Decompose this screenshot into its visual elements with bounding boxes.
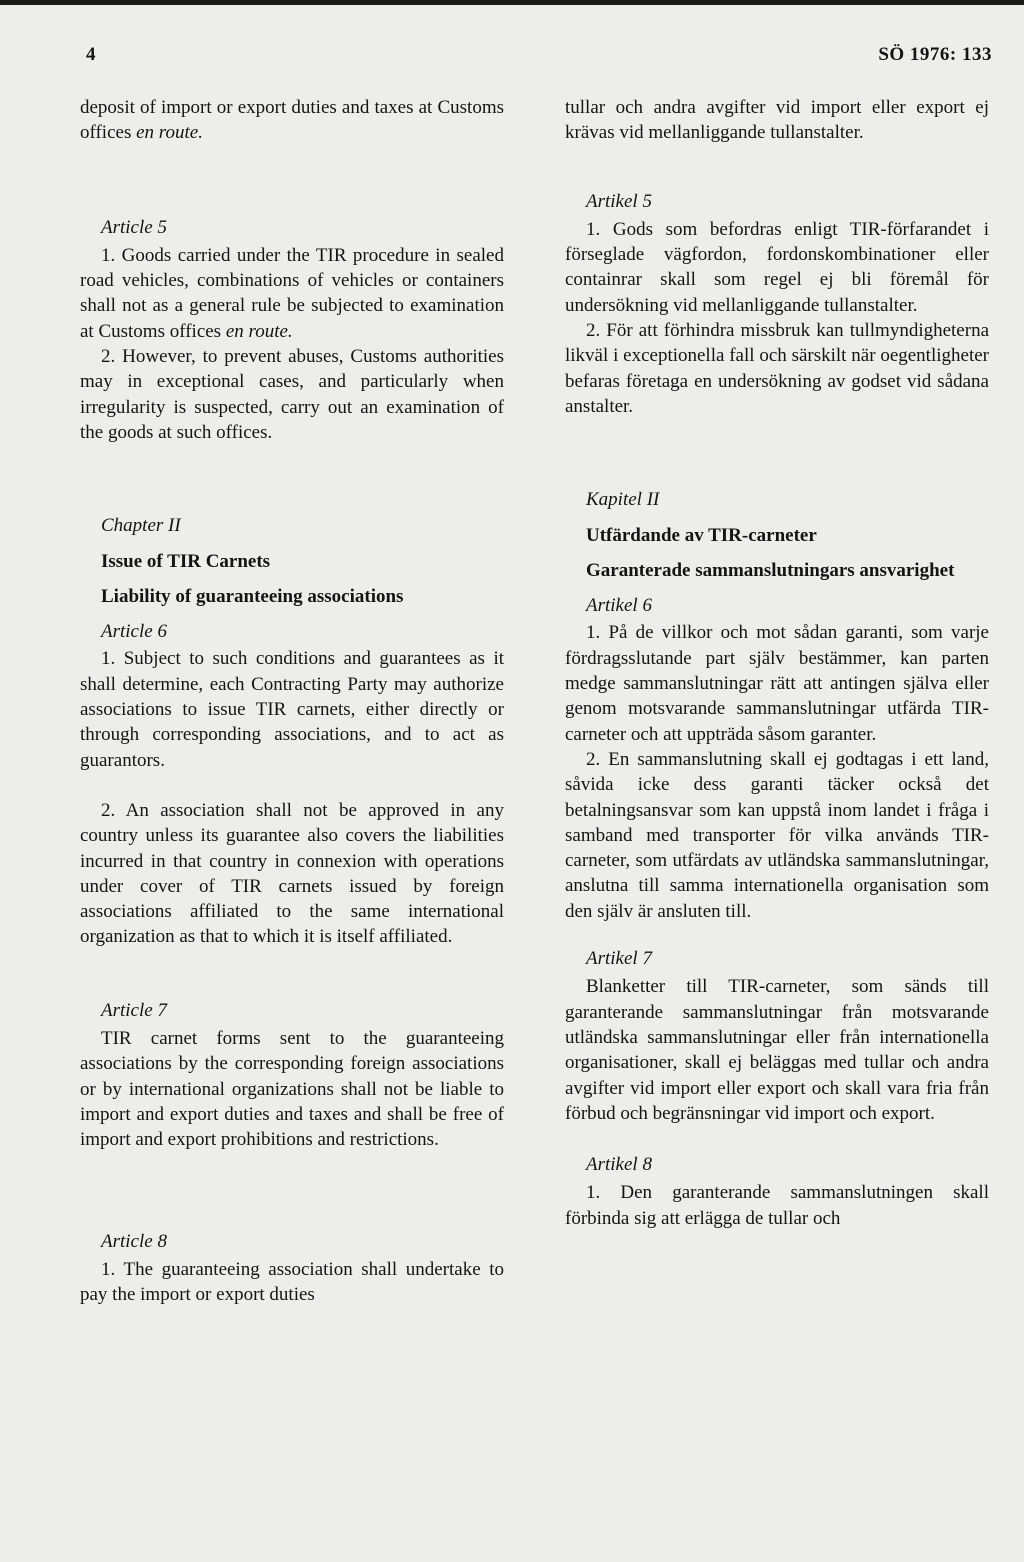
sv-chapter-title-2: Garanterade sammanslutningars ansvarighet: [586, 559, 955, 581]
sv-intro-paragraph: tullar och andra avgifter vid import eller export ej krävas vid mellanliggande tullanstalter.: [565, 97, 989, 144]
sv-article6-paragraph2: 2. En sammanslutning skall ej godtagas i ett land, såvida icke dess garanti täcker också det betalningsansvar som kan uppstå inom landet i fråga i samband med transporter för vilka används TIR-carneter, som utfärdats av utländska sammanslutningar, anslutna till samma internationella organisation som den själv är ansluten till.: [565, 748, 989, 922]
en-article5-p1-text: 1. Goods carried under the TIR procedure in sealed road vehicles, combinations of vehicles or containers shall not as a general rule be subjected to examination at Customs offices: [80, 244, 504, 342]
en-article6-heading: Article 6: [101, 621, 167, 643]
sv-article8-heading: Artikel 8: [586, 1154, 652, 1176]
en-article5-paragraph1: [80, 243, 504, 344]
sv-article5-heading: Artikel 5: [586, 190, 652, 212]
sv-article7-heading: Artikel 7: [586, 948, 652, 970]
en-article7-paragraph1: TIR carnet forms sent to the guaranteeing associations by the corresponding foreign associations or by international organizations shall not be liable to import and export duties and taxes and shall be free of import and export prohibitions and restrictions.: [80, 1028, 504, 1151]
sv-article5-paragraph2: 2. För att förhindra missbruk kan tullmyndigheterna likväl i exceptionella fall och särskilt när oegentligheter befaras företaga en undersökning av godset vid sådana anstalter.: [565, 320, 989, 417]
en-article5-p1-italic: en route.: [225, 320, 293, 342]
en-intro-italic: en route.: [136, 122, 203, 144]
sv-article8-paragraph1: 1. Den garanterande sammanslutningen skall förbinda sig att erlägga de tullar och: [565, 1182, 989, 1229]
sv-article6-heading: Artikel 6: [586, 595, 652, 617]
en-chapter-title-1: Issue of TIR Carnets: [101, 550, 271, 572]
english-column: [80, 95, 504, 1307]
top-rule: [0, 0, 1024, 5]
sv-article5-paragraph1: 1. Gods som befordras enligt TIR-förfarandet i förseglade vägfordon, fordonskombinationer eller containrar skall som regel ej bli föremål för undersökning vid mellanliggande tullanstalter.: [565, 218, 989, 316]
en-article6-paragraph2: 2. An association shall not be approved in any country unless its guarantee also covers the liabilities incurred in that country in connexion with operations under cover of TIR carnets issued by foreign associations affiliated to the same international organization as that to which it is itself affiliated.: [80, 799, 504, 948]
en-article5-heading: Article 5: [101, 216, 167, 238]
sv-chapter-title-1: Utfärdande av TIR-carneter: [586, 524, 817, 546]
en-article5-paragraph2: 2. However, to prevent abuses, Customs authorities may in exceptional cases, and particularly when irregularity is suspected, carry out an examination of the goods at such offices.: [80, 346, 504, 443]
en-article7-heading: Article 7: [101, 999, 167, 1021]
sv-chapter-label: Kapitel II: [586, 489, 660, 511]
en-intro-paragraph: [80, 95, 504, 146]
en-article8-paragraph1: 1. The guaranteeing association shall undertake to pay the import or export duties: [80, 1258, 504, 1306]
en-chapter-label: Chapter II: [101, 515, 181, 537]
en-article8-heading: Article 8: [101, 1230, 167, 1252]
sv-article7-paragraph1: Blanketter till TIR-carneter, som sänds till garanterande sammanslutningar från motsvarande utländska sammanslutningar eller från internationella organisationer, skall ej beläggas med tullar och andra avgifter vid import eller export och skall vara fria från förbud och begränsningar vid import och export.: [565, 976, 989, 1124]
en-intro-text: deposit of import or export duties and taxes at Customs offices: [80, 97, 504, 144]
page-number: 4: [86, 44, 96, 65]
swedish-column: [565, 95, 989, 1231]
en-chapter-title-2: Liability of guaranteeing associations: [101, 585, 404, 607]
document-reference: SÖ 1976: 133: [878, 44, 992, 65]
sv-article6-paragraph1: 1. På de villkor och mot sådan garanti, som varje fördragsslutande part själv bestämmer, kan parten medge sammanslutningar rätt att antingen själva eller genom motsvarande sammanslutningar utfärda TIR-carneter och att uppträda såsom garanter.: [565, 622, 989, 745]
en-article6-paragraph1: 1. Subject to such conditions and guarantees as it shall determine, each Contracting Party may authorize associations to issue TIR carnets, either directly or through corresponding associations, and to act as guarantors.: [80, 648, 504, 771]
